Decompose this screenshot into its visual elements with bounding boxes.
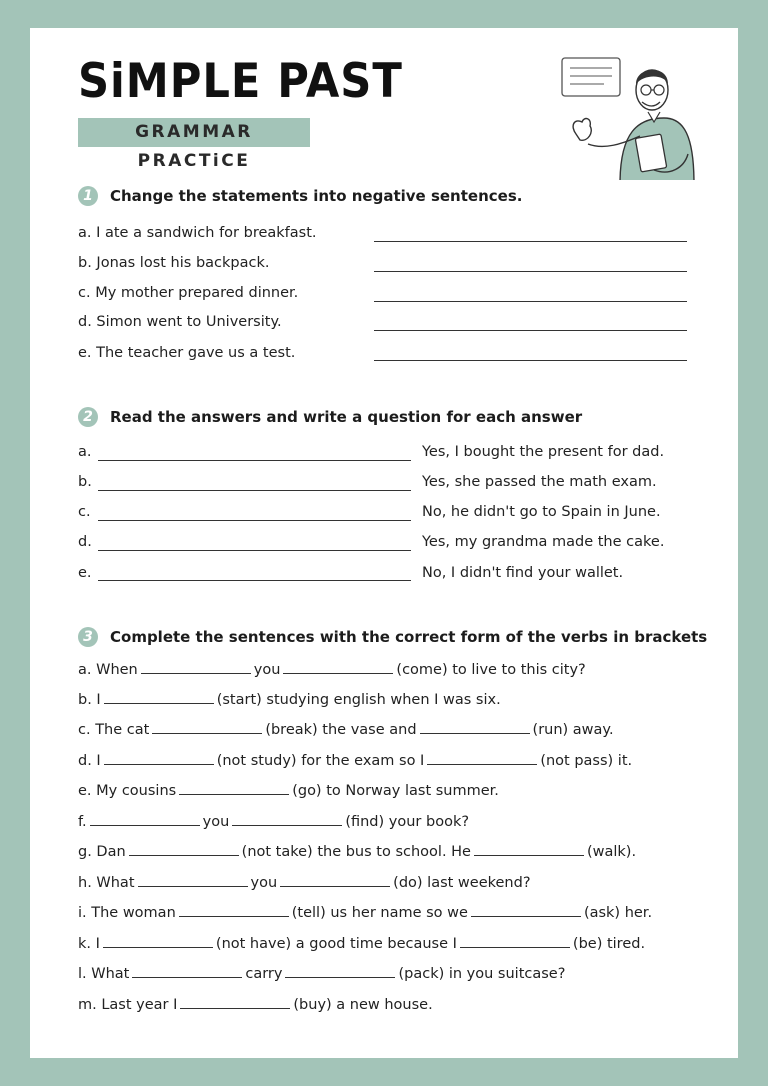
exercise-3-item-f: f. you (find) your book? [78,814,470,830]
fill-blank[interactable] [180,995,290,1009]
answer-line[interactable] [374,241,687,242]
exercise-1-item-c: c. My mother prepared dinner. [78,285,299,301]
question-line[interactable] [98,460,411,461]
fill-blank[interactable] [285,964,395,978]
answer-line[interactable] [374,301,687,302]
exercise-3-item-i: i. The woman (tell) us her name so we (ask) her. [78,905,653,921]
section-number-badge: 1 [78,186,98,206]
exercise-3-item-c: c. The cat (break) the vase and (run) away. [78,722,614,738]
question-line[interactable] [98,520,411,521]
exercise-2-answer-d: Yes, my grandma made the cake. [422,534,665,550]
exercise-2-letter-c: c. [78,504,91,520]
section-3-heading [78,627,707,647]
fill-blank[interactable] [427,751,537,765]
exercise-1-item-d: d. Simon went to University. [78,314,282,330]
exercise-3-item-e: e. My cousins (go) to Norway last summer. [78,783,499,799]
exercise-1-item-b: b. Jonas lost his backpack. [78,255,270,271]
question-line[interactable] [98,550,411,551]
section-number-badge: 3 [78,627,98,647]
fill-blank[interactable] [129,842,239,856]
section-1-instruction: Change the statements into negative sentences. [110,187,523,205]
section-number-badge: 2 [78,407,98,427]
exercise-2-answer-a: Yes, I bought the present for dad. [422,444,665,460]
fill-blank[interactable] [141,660,251,674]
fill-blank[interactable] [104,751,214,765]
fill-blank[interactable] [232,812,342,826]
teacher-illustration-icon [560,52,700,180]
exercise-3-item-m: m. Last year I (buy) a new house. [78,997,433,1013]
fill-blank[interactable] [152,720,262,734]
question-line[interactable] [98,580,411,581]
fill-blank[interactable] [138,873,248,887]
page-title: SiMPLE PAST [78,54,403,109]
exercise-3-item-l: l. What carry (pack) in you suitcase? [78,966,566,982]
fill-blank[interactable] [460,934,570,948]
answer-line[interactable] [374,360,687,361]
answer-line[interactable] [374,271,687,272]
exercise-2-answer-e: No, I didn't find your wallet. [422,565,624,581]
fill-blank[interactable] [280,873,390,887]
exercise-2-letter-a: a. [78,444,92,460]
exercise-2-letter-b: b. [78,474,92,490]
exercise-2-answer-b: Yes, she passed the math exam. [422,474,657,490]
fill-blank[interactable] [132,964,242,978]
exercise-3-item-k: k. I (not have) a good time because I (be) tired. [78,936,646,952]
fill-blank[interactable] [179,903,289,917]
fill-blank[interactable] [103,934,213,948]
fill-blank[interactable] [90,812,200,826]
exercise-3-item-g: g. Dan (not take) the bus to school. He (walk). [78,844,637,860]
exercise-3-item-h: h. What you (do) last weekend? [78,875,531,891]
exercise-2-answer-c: No, he didn't go to Spain in June. [422,504,661,520]
exercise-3-item-b: b. I (start) studying english when I was six. [78,692,501,708]
fill-blank[interactable] [104,690,214,704]
section-3-instruction: Complete the sentences with the correct form of the verbs in brackets [110,628,708,646]
worksheet-page [30,28,738,1058]
exercise-1-item-e: e. The teacher gave us a test. [78,345,296,361]
answer-line[interactable] [374,330,687,331]
fill-blank[interactable] [474,842,584,856]
fill-blank[interactable] [420,720,530,734]
section-2-instruction: Read the answers and write a question for each answer [110,408,583,426]
exercise-3-item-d: d. I (not study) for the exam so I (not pass) it. [78,753,633,769]
question-line[interactable] [98,490,411,491]
fill-blank[interactable] [179,781,289,795]
section-1-heading [78,186,522,206]
exercise-2-letter-d: d. [78,534,92,550]
fill-blank[interactable] [283,660,393,674]
section-2-heading [78,407,582,427]
exercise-2-letter-e: e. [78,565,92,581]
page-subtitle: GRAMMAR PRACTiCE [78,118,310,147]
exercise-1-item-a: a. I ate a sandwich for breakfast. [78,225,317,241]
exercise-3-item-a: a. When you (come) to live to this city? [78,662,586,678]
fill-blank[interactable] [471,903,581,917]
